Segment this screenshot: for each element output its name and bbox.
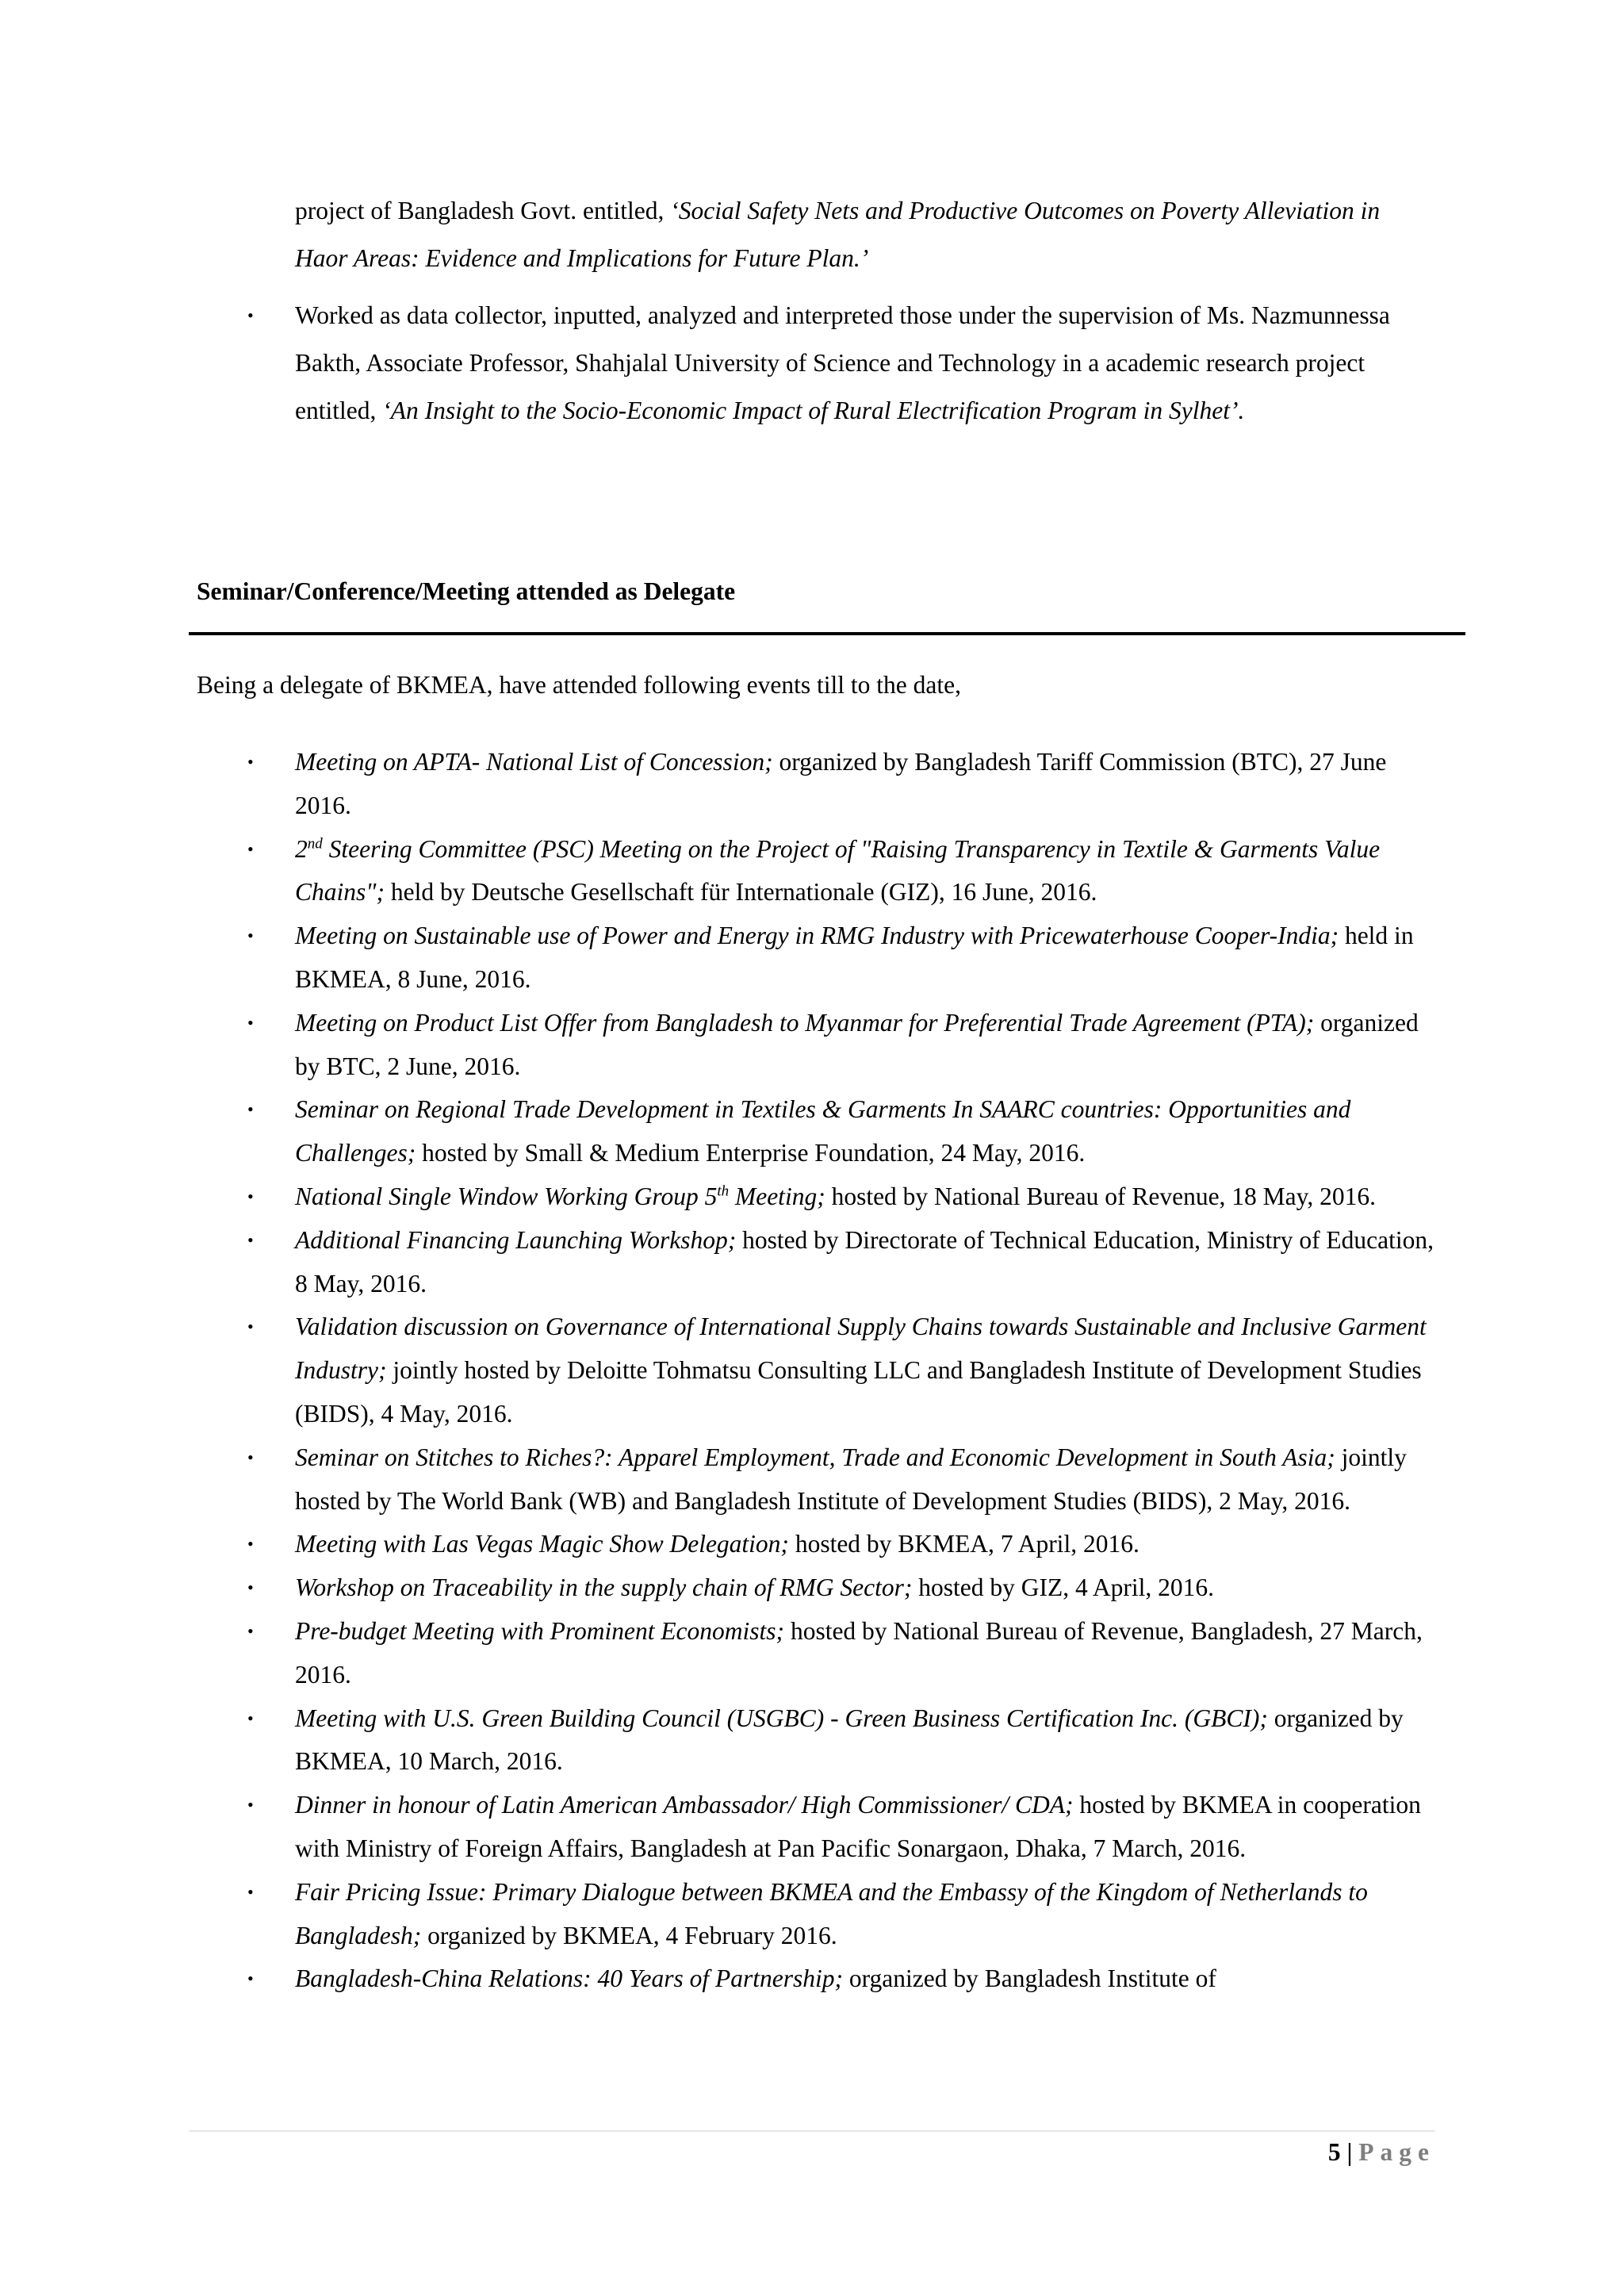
event-title: Additional Financing Launching Workshop; <box>295 1225 737 1254</box>
list-item <box>0 1002 1437 1089</box>
event-title: Meeting with Las Vegas Magic Show Delegation; <box>295 1530 789 1558</box>
list-item <box>0 1175 1437 1219</box>
research-item <box>0 292 1437 435</box>
event-details: held in BKMEA, 8 June, 2016. <box>295 922 1414 993</box>
event-details: jointly hosted by Deloitte Tohmatsu Consulting LLC and Bangladesh Institute of Development Studies (BIDS), 4 May, 2016. <box>295 1356 1422 1428</box>
bullet-icon: • <box>247 1099 254 1120</box>
event-title: Meeting on Product List Offer from Bangladesh to Myanmar for Preferential Trade Agreement (PTA); <box>295 1008 1315 1037</box>
list-item <box>0 1088 1437 1175</box>
bullet-icon: • <box>247 1186 254 1206</box>
list-item <box>0 1305 1437 1435</box>
bullet-icon: • <box>247 1447 254 1467</box>
section-divider <box>189 632 1465 635</box>
list-item <box>0 1566 1437 1610</box>
event-details: organized by BKMEA, 4 February 2016. <box>421 1921 837 1949</box>
bullet-icon: • <box>247 1577 254 1598</box>
page-footer <box>1328 2133 1435 2171</box>
event-title: Validation discussion on Governance of International Supply Chains towards Sustainable and Inclusive Garment Industry; <box>295 1313 1427 1385</box>
event-details: hosted by BKMEA in cooperation with Ministry of Foreign Affairs, Bangladesh at Pan Pacific Sonargaon, Dhaka, 7 March, 2016. <box>295 1791 1421 1862</box>
event-title: Pre-budget Meeting with Prominent Economists; <box>295 1616 785 1645</box>
page-label: Page <box>1358 2138 1435 2166</box>
event-details: hosted by Small & Medium Enterprise Foundation, 24 May, 2016. <box>416 1139 1086 1167</box>
bullet-icon: • <box>247 1881 254 1902</box>
event-title: Fair Pricing Issue: Primary Dialogue between BKMEA and the Embassy of the Kingdom of Netherlands to Bangladesh; <box>295 1877 1368 1949</box>
event-title: Meeting on Sustainable use of Power and Energy in RMG Industry with Pricewaterhouse Cooper-India; <box>295 922 1339 950</box>
event-details: hosted by BKMEA, 7 April, 2016. <box>788 1530 1139 1558</box>
list-item <box>0 741 1437 828</box>
event-title-text: Steering Committee (PSC) Meeting on the Project of "Raising Transparency in Textile & Garments Value Chains"; <box>295 834 1381 907</box>
event-details: jointly hosted by The World Bank (WB) and Bangladesh Institute of Development Studies (BIDS), 2 May, 2016. <box>295 1443 1407 1515</box>
event-details: organized by Bangladesh Tariff Commission (BTC), 27 June 2016. <box>295 748 1387 819</box>
bullet-icon: • <box>247 1534 254 1554</box>
continuation-paragraph <box>295 187 1437 282</box>
list-item <box>0 1523 1437 1566</box>
event-details: held by Deutsche Gesellschaft für Internationale (GIZ), 16 June, 2016. <box>385 878 1097 907</box>
event-ordinal-suffix: nd <box>307 835 323 853</box>
bullet-icon: • <box>247 1229 254 1250</box>
event-title-text: National Single Window Working Group 5 <box>295 1182 718 1210</box>
bullet-icon: • <box>247 926 254 946</box>
list-item <box>0 1610 1437 1697</box>
bullet-icon: • <box>247 1708 254 1728</box>
list-item <box>0 1784 1437 1871</box>
bullet-icon: • <box>247 1317 254 1337</box>
section-heading: Seminar/Conference/Meeting attended as Delegate <box>197 577 736 605</box>
event-title: Seminar on Regional Trade Development in Textiles & Garments In SAARC countries: Opportunities and Challenges; <box>295 1095 1351 1167</box>
continuation-text: project of Bangladesh Govt. entitled, <box>295 197 671 224</box>
event-details: hosted by GIZ, 4 April, 2016. <box>912 1573 1214 1602</box>
event-title: Workshop on Traceability in the supply chain of RMG Sector; <box>295 1573 913 1602</box>
event-title: Seminar on Stitches to Riches?: Apparel Employment, Trade and Economic Development in South Asia; <box>295 1443 1335 1471</box>
event-title: Meeting with U.S. Green Building Council (USGBC) - Green Business Certification Inc. (GBCI); <box>295 1704 1268 1732</box>
bullet-icon: • <box>247 1795 254 1815</box>
footer-divider <box>189 2130 1435 2132</box>
event-title: Meeting on APTA- National List of Concession; <box>295 748 773 776</box>
list-item <box>0 1871 1437 1958</box>
continuation-title: ‘Social Safety Nets and Productive Outcomes on Poverty Alleviation in Haor Areas: Evidence and Implications for Future Plan.’ <box>295 197 1381 272</box>
footer-separator: | <box>1340 2138 1359 2166</box>
event-details: organized by Bangladesh Institute of <box>842 1964 1216 1993</box>
list-item <box>0 1957 1437 2001</box>
event-details: hosted by Directorate of Technical Education, Ministry of Education, 8 May, 2016. <box>295 1225 1434 1297</box>
events-list <box>0 741 1437 2001</box>
event-title: Dinner in honour of Latin American Ambassador/ High Commissioner/ CDA; <box>295 1791 1074 1819</box>
bullet-icon: • <box>247 1012 254 1033</box>
page-number: 5 <box>1327 2138 1341 2166</box>
bullet-icon: • <box>247 1968 254 1989</box>
section-intro: Being a delegate of BKMEA, have attended following events till to the date, <box>197 671 961 699</box>
bullet-icon: • <box>247 1620 254 1641</box>
event-title-text: Meeting; <box>729 1182 825 1210</box>
list-item <box>0 1219 1437 1306</box>
research-item-text: Worked as data collector, inputted, analyzed and interpreted those under the supervision of Ms. Nazmunnessa Bakth, Associate Professor, Shahjalal University of Science and Technology in a academic research project entitled, <box>295 301 1390 424</box>
event-title: Bangladesh-China Relations: 40 Years of Partnership; <box>295 1964 843 1993</box>
bullet-icon: • <box>247 752 254 772</box>
bullet-icon: • <box>247 838 254 859</box>
list-item <box>0 914 1437 1002</box>
event-title <box>295 1182 825 1210</box>
list-item <box>0 828 1437 915</box>
list-item <box>0 1436 1437 1524</box>
research-item-title: ‘An Insight to the Socio-Economic Impact of Rural Electrification Program in Sylhet’. <box>382 397 1245 424</box>
event-details: organized by BKMEA, 10 March, 2016. <box>295 1704 1404 1776</box>
bullet-icon: • <box>247 305 254 325</box>
event-details: organized by BTC, 2 June, 2016. <box>295 1008 1419 1080</box>
event-ordinal-suffix: th <box>717 1182 730 1200</box>
event-ordinal: 2 <box>295 834 308 863</box>
list-item <box>0 1697 1437 1784</box>
event-details: hosted by National Bureau of Revenue, Bangladesh, 27 March, 2016. <box>295 1616 1423 1688</box>
research-list <box>0 292 1437 435</box>
event-details: hosted by National Bureau of Revenue, 18 May, 2016. <box>825 1182 1376 1210</box>
